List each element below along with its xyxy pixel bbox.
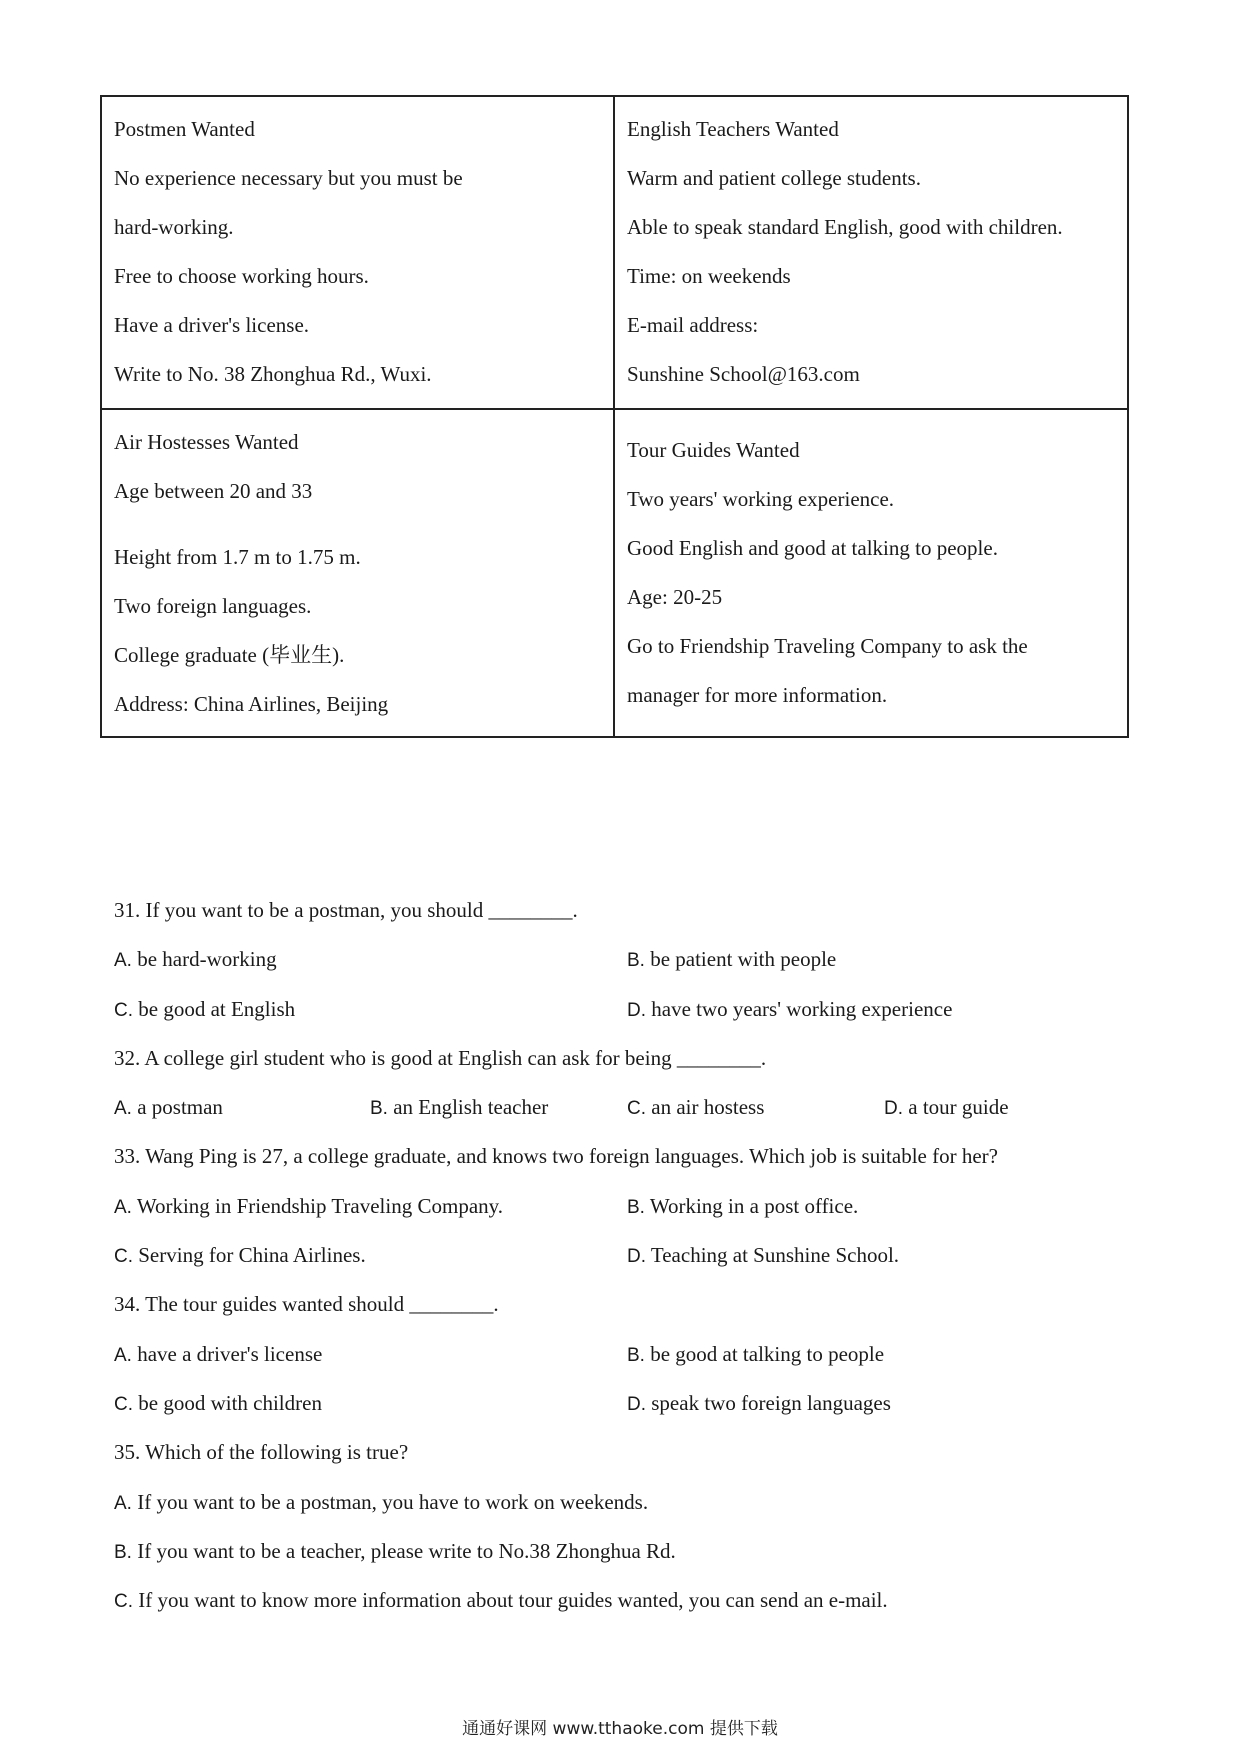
ad-line: Age: 20-25 [627,585,723,609]
option-row [114,1391,1114,1440]
ad-line: Write to No. 38 Zhonghua Rd., Wuxi. [114,362,432,386]
option-a[interactable]: A. have a driver's license [114,1341,323,1366]
option-a[interactable]: A. be hard-working [114,947,277,972]
question-stem: 34. The tour guides wanted should ________. [114,1292,499,1317]
ad-line: hard-working. [114,215,234,239]
option-b[interactable]: B. Working in a post office. [627,1193,859,1218]
ad-english-teachers [615,97,1129,410]
ad-title: Air Hostesses Wanted [114,430,299,454]
ad-line: Two years' working experience. [627,487,895,511]
ad-line: Go to Friendship Traveling Company to ask the [627,634,1028,658]
option-c[interactable]: C. be good with children [114,1390,322,1415]
option-c[interactable]: C. If you want to know more information about tour guides wanted, you can send an e-mail. [114,1588,888,1613]
footer-watermark: 通通好课网 www.tthaoke.com 提供下载 [462,1719,778,1739]
ad-title: Postmen Wanted [114,117,255,141]
ad-line: Time: on weekends [627,264,791,288]
ad-email: Sunshine School@163.com [627,362,860,386]
question-stem: 33. Wang Ping is 27, a college graduate, and knows two foreign languages. Which job is suitable for her? [114,1144,998,1169]
ad-line: E-mail address: [627,313,759,337]
option-c[interactable]: C. an air hostess [627,1095,765,1120]
option-row [114,1095,1114,1144]
option-c[interactable]: C. Serving for China Airlines. [114,1243,366,1268]
option-row [114,1490,1114,1539]
option-row [114,1342,1114,1391]
option-row [114,1243,1114,1292]
ad-line: Free to choose working hours. [114,264,369,288]
job-ads-table [100,95,1129,738]
ad-title: Tour Guides Wanted [627,438,800,462]
option-b[interactable]: B. be good at talking to people [627,1341,885,1366]
option-d[interactable]: D. a tour guide [884,1095,1009,1120]
ad-line: Good English and good at talking to people. [627,536,998,560]
option-row [114,1194,1114,1243]
ad-line: Warm and patient college students. [627,166,921,190]
option-a[interactable]: A. If you want to be a postman, you have to work on weekends. [114,1489,649,1514]
option-row [114,947,1114,996]
option-row [114,1539,1114,1588]
option-row [114,1588,1114,1637]
ad-line: Address: China Airlines, Beijing [114,692,389,716]
option-c[interactable]: C. be good at English [114,996,296,1021]
ad-air-hostesses [102,410,615,736]
option-b[interactable]: B. an English teacher [370,1095,549,1120]
ad-line: College graduate (毕业生). [114,643,345,667]
question-stem: 32. A college girl student who is good at English can ask for being ________. [114,1045,767,1070]
ad-line: Age between 20 and 33 [114,479,313,503]
ad-line: Able to speak standard English, good with children. [627,215,1063,239]
ad-postmen [102,97,615,410]
option-d[interactable]: D. speak two foreign languages [627,1390,891,1415]
ad-line: No experience necessary but you must be [114,166,463,190]
question-stem: 35. Which of the following is true? [114,1440,409,1465]
option-row [114,997,1114,1046]
question-stem: 31. If you want to be a postman, you should ________. [114,898,578,922]
option-b[interactable]: B. be patient with people [627,947,837,972]
ad-line: Two foreign languages. [114,594,312,618]
option-a[interactable]: A. a postman [114,1095,223,1120]
option-d[interactable]: D. have two years' working experience [627,996,953,1021]
ad-line: Height from 1.7 m to 1.75 m. [114,545,361,569]
ad-tour-guides [615,410,1129,736]
option-d[interactable]: D. Teaching at Sunshine School. [627,1243,900,1268]
option-b[interactable]: B. If you want to be a teacher, please write to No.38 Zhonghua Rd. [114,1538,676,1563]
ad-line: manager for more information. [627,683,888,707]
ad-title: English Teachers Wanted [627,117,839,141]
option-a[interactable]: A. Working in Friendship Traveling Company. [114,1193,504,1218]
questions-section [114,898,1114,1637]
ad-line: Have a driver's license. [114,313,310,337]
